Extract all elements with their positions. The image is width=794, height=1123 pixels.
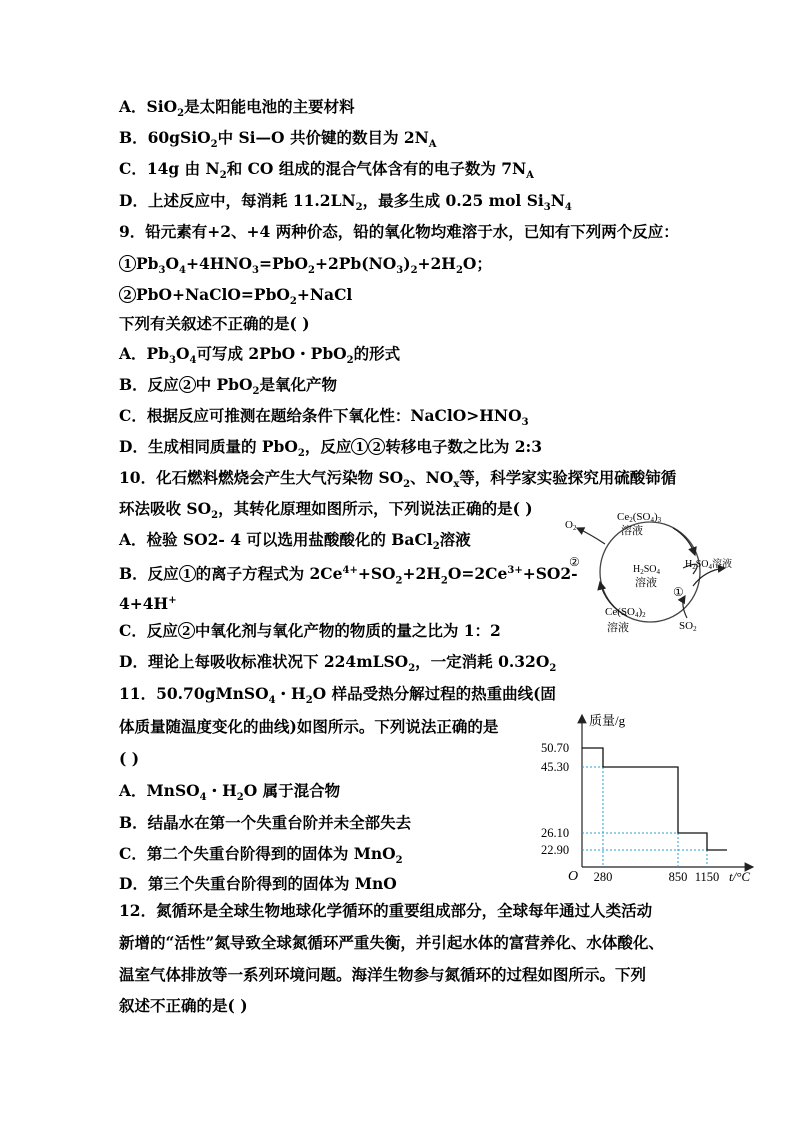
q12-stem-line-3: 温室气体排放等一系列环境问题。海洋生物参与氮循环的过程如图所示。下列 <box>119 965 647 984</box>
q9-reaction-1: 1 $Pb_3O_4+4HNO_3=PbO_2+2Pb(NO_3)_2+2H_2O$； <box>119 253 492 282</box>
cerium-cycle-diagram <box>555 500 755 640</box>
q9-reaction-2: 2 PbO+NaClO=PbO$_2$+NaCl <box>119 284 352 313</box>
q11-option-c: C．第二个失重台阶得到的固体为 MnO$_2$ <box>119 844 403 867</box>
q8-option-a: A．SiO$_2$是太阳能电池的主要材料 <box>119 97 355 120</box>
label-solution-top: 溶液 <box>621 525 643 537</box>
q10-option-c: C．反应 2 中氧化剂与氧化产物的物质的量之比为 1：2 <box>119 621 501 640</box>
thermogravimetric-chart <box>535 705 765 885</box>
q12-stem-line-2: 新增的“活性”氮导致全球氮循环严重失衡，并引起水体的富营养化、水体酸化、 <box>119 933 664 952</box>
o2-arrow <box>577 528 605 544</box>
q11-option-d: D．第三个失重台阶得到的固体为 MnO <box>119 874 397 893</box>
circled-number: 2 <box>179 376 196 393</box>
q12-stem-line-1: 12．氮循环是全球生物地球化学循环的重要组成部分，全球每年通过人类活动 <box>119 901 653 920</box>
y-tick-label: 50.70 <box>541 741 570 755</box>
guide-280 <box>582 767 603 867</box>
label-solution-bottom: 溶液 <box>607 622 629 634</box>
q9-question: 下列有关叙述不正确的是( ) <box>119 314 310 333</box>
circled-number: 2 <box>178 622 195 639</box>
label-h2so4-out: $H_2SO_4$溶液 <box>685 559 733 571</box>
y-tick-label: 45.30 <box>541 760 570 774</box>
q9-option-c: C．根据反应可推测在题给条件下氧化性：$NaClO>HNO_3$ <box>119 406 529 429</box>
q10-option-a: A．检验 SO2- 4 可以选用盐酸酸化的 BaCl$_2$溶液 <box>119 530 471 553</box>
x-tick-label: 280 <box>593 870 613 884</box>
q8-option-c: C．14g 由 $N_2$和 CO 组成的混合气体含有的电子数为 $7N_A$ <box>119 159 534 182</box>
q8-option-d: D．上述反应中，每消耗 $11.2LN_2$，最多生成 0.25 mol $Si_3N_4$ <box>119 191 572 214</box>
cycle-arrow-right <box>673 528 695 555</box>
circled-number: 1 <box>179 565 196 582</box>
label-solution-inner: 溶液 <box>635 577 657 589</box>
q11-stem-line-2: 体质量随温度变化的曲线)如图所示。下列说法正确的是 <box>119 717 499 736</box>
label-so2: SO2 <box>679 620 697 633</box>
label-step-2: ② <box>569 555 580 569</box>
circled-number: 1 <box>119 255 136 272</box>
y-tick-label: 26.10 <box>541 826 570 840</box>
label-h2so4-inner: $H_2SO_4$ <box>633 564 661 576</box>
q10-option-b-cont: 4+4H+ <box>119 594 177 614</box>
label-ceso42: Ce(SO4)2 <box>605 606 646 619</box>
x-tick-label: 1150 <box>694 870 720 884</box>
origin-label: O <box>568 869 579 884</box>
q11-stem-line-1: 11．50.70gMnSO$_4$・$H_2O$ 样品受热分解过程的热重曲线(固 <box>119 684 556 707</box>
tg-curve <box>582 748 727 850</box>
q10-stem-line-1: 10．化石燃料燃烧会产生大气污染物 $SO_2$、$NO_x$等，科学家实验探究用硫酸铈循 <box>119 468 677 491</box>
q9-option-d: D．生成相同质量的 PbO$_2$，反应 1 2 转移电子数之比为 2:3 <box>119 437 543 460</box>
label-step-1: ① <box>673 585 684 599</box>
q10-option-d: D．理论上每吸收标准状况下 224mLSO$_2$，一定消耗 $0.32O_2$ <box>119 652 557 675</box>
q9-stem: 9．铅元素有+2、+4 两种价态，铅的氧化物均难溶于水，已知有下列两个反应： <box>119 222 679 241</box>
q9-option-b: B．反应 2 中 PbO$_2$是氧化产物 <box>119 375 337 398</box>
q12-stem-line-4: 叙述不正确的是( ) <box>119 996 248 1015</box>
circled-number: 1 <box>351 438 368 455</box>
circled-number: 2 <box>368 438 385 455</box>
q10-stem-line-2: 环法吸收 $SO_2$，其转化原理如图所示，下列说法正确的是( ) <box>119 499 533 522</box>
q10-option-b: B．反应 1 的离子方程式为 $2Ce^{4+}+SO_2+2H_2O=2Ce^{3+}+SO2-$ <box>119 564 578 587</box>
y-axis-label: 质量/g <box>589 713 626 728</box>
x-tick-label: 850 <box>668 870 688 884</box>
x-axis-label: t/°C <box>729 869 751 884</box>
y-tick-label: 22.90 <box>541 843 570 857</box>
q8-option-b: B．60gSiO$_2$中 Si—O 共价键的数目为 $2N_A$ <box>119 128 437 151</box>
circled-number: 2 <box>119 286 136 303</box>
q11-option-a: A．MnSO$_4$・$H_2O$ 属于混合物 <box>119 781 341 804</box>
q11-stem-line-3: ( ) <box>119 749 140 768</box>
label-o2: O2 <box>565 519 577 532</box>
q9-option-a: A．$Pb_3O_4$可写成 2PbO・PbO$_2$的形式 <box>119 344 401 367</box>
label-ce2so43: Ce2(SO4)3 <box>617 511 662 524</box>
guide-1150 <box>582 850 707 867</box>
q11-option-b: B．结晶水在第一个失重台阶并未全部失去 <box>119 813 412 832</box>
